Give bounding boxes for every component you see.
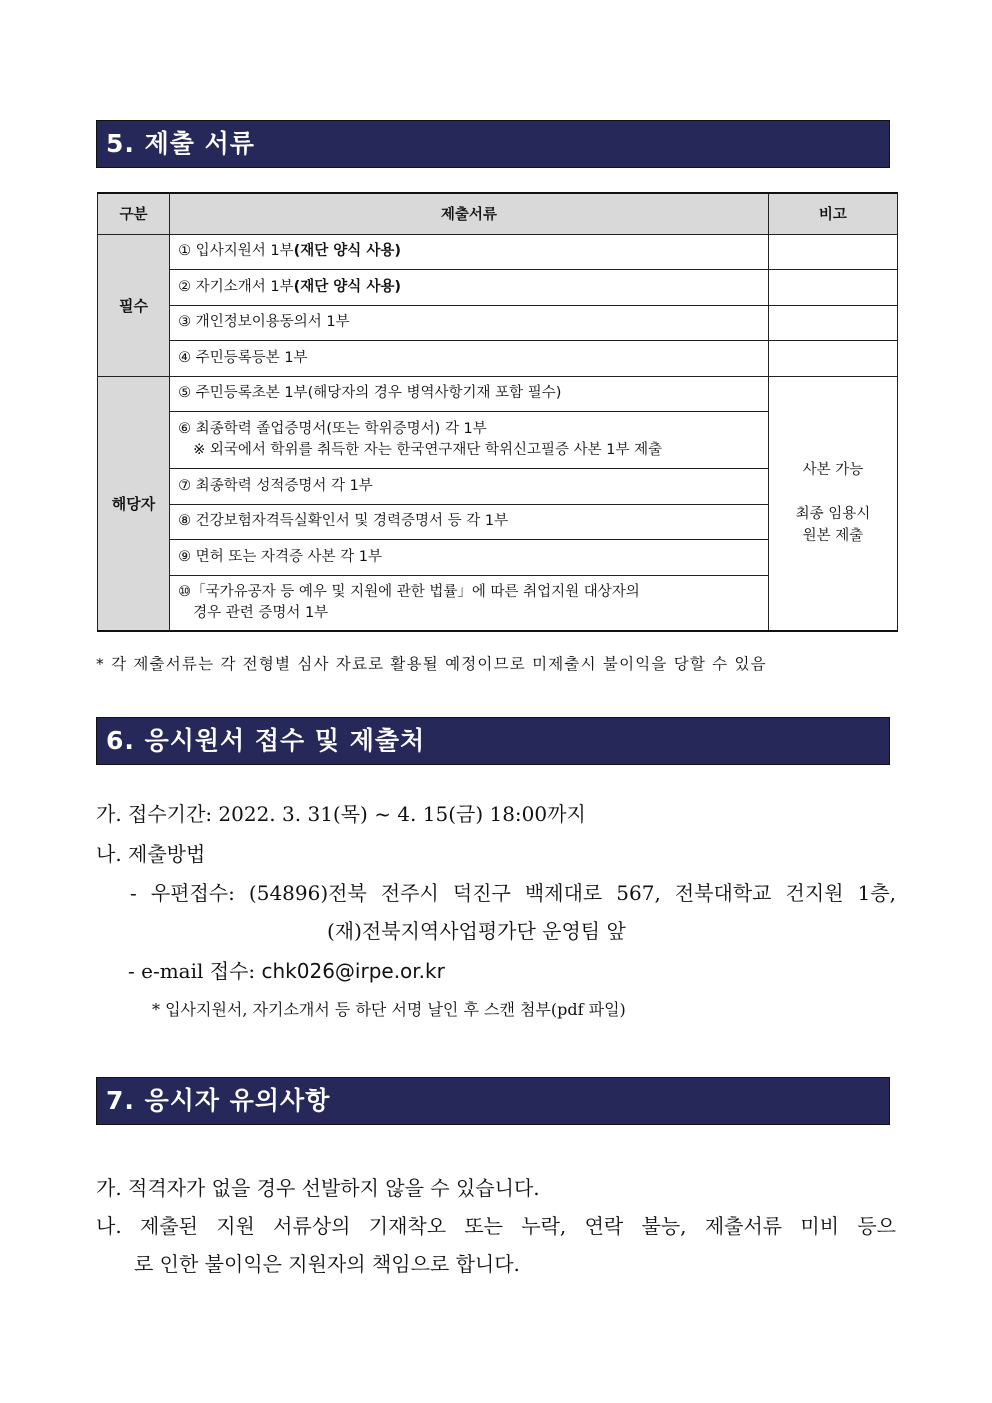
email-submission [128,955,445,984]
postal-submission-line2: (재)전북지역사업평가단 운영팀 앞 [327,919,626,943]
email-address: chk026@irpe.or.kr [261,959,445,983]
doc-item: ⑥ 최종학력 졸업증명서(또는 학위증명서) 각 1부 ※ 외국에서 학위를 취득한 자는 한국연구재단 학위신고필증 사본 1부 제출 [170,411,769,468]
notice-item-1: 가. 적격자가 없을 경우 선발하지 않을 수 있습니다. [96,1176,540,1200]
remark-line: 원본 제출 [802,528,864,545]
section-6-header [96,717,890,765]
header-category: 구분 [98,193,170,234]
category-applicable: 해당자 [98,376,170,631]
doc-item: ⑤ 주민등록초본 1부(해당자의 경우 병역사항기재 포함 필수) [170,376,769,411]
section-7-title: 7. 응시자 유의사항 [106,1086,331,1115]
doc-item: ⑧ 건강보험자격득실확인서 및 경력증명서 등 각 1부 [170,504,769,539]
section-5-footnote: * 각 제출서류는 각 전형별 심사 자료로 활용될 예정이므로 미제출시 불이익을 당할 수 있음 [96,655,767,673]
remark-cell [768,269,897,305]
remark-cell [768,305,897,340]
remark-cell [768,234,897,269]
section-7-header [96,1077,890,1125]
submission-period: 가. 접수기간: 2022. 3. 31(목) ~ 4. 15(금) 18:00까지 [96,802,586,826]
doc-item: ⑩「국가유공자 등 예우 및 지원에 관한 법률」에 따른 취업지원 대상자의 경우 관련 증명서 1부 [170,575,769,631]
table-row [98,269,898,305]
table-header-row [98,193,898,234]
table-row [98,340,898,376]
notice-item-2-line1: 나. 제출된 지원 서류상의 기재착오 또는 누락, 연락 불능, 제출서류 미비 등으 [96,1214,896,1238]
doc-item: ⑦ 최종학력 성적증명서 각 1부 [170,468,769,504]
notice-item-2-line2: 로 인한 불이익은 지원자의 책임으로 합니다. [134,1252,520,1276]
email-note: * 입사지원서, 자기소개서 등 하단 서명 날인 후 스캔 첨부(pdf 파일) [152,1000,626,1019]
doc-item: ① 입사지원서 1부(재단 양식 사용) [170,234,769,269]
table-row [98,305,898,340]
remark-copy-allowed [768,376,897,631]
doc-item: ⑨ 면허 또는 자격증 사본 각 1부 [170,539,769,575]
category-required: 필수 [98,234,170,376]
table-row [98,376,898,411]
section-5-title: 5. 제출 서류 [106,129,255,158]
documents-table [97,192,898,632]
header-documents: 제출서류 [170,193,769,234]
doc-item: ④ 주민등록등본 1부 [170,340,769,376]
section-5-header [96,120,890,168]
remark-line: 최종 임용시 [795,506,871,523]
doc-item: ③ 개인정보이용동의서 1부 [170,305,769,340]
table-row [98,234,898,269]
remark-cell [768,340,897,376]
submission-method-title: 나. 제출방법 [96,842,206,866]
section-6-title: 6. 응시원서 접수 및 제출처 [106,726,426,755]
remark-line: 사본 가능 [802,462,864,479]
email-label: - e-mail 접수: [128,959,262,983]
postal-submission-line1: - 우편접수: (54896)전북 전주시 덕진구 백제대로 567, 전북대학교 건지원 1층, [130,881,896,905]
header-remarks: 비고 [768,193,897,234]
doc-item: ② 자기소개서 1부(재단 양식 사용) [170,269,769,305]
